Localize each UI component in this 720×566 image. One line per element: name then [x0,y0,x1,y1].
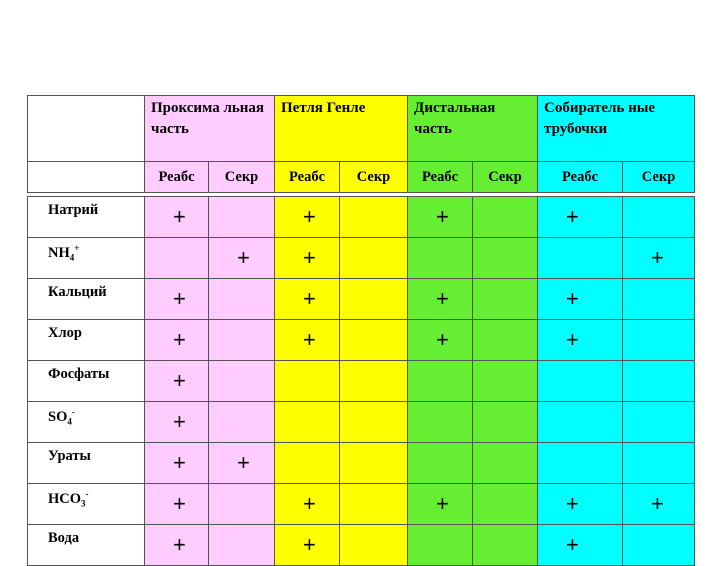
plus-mark-cell: + [408,484,473,525]
row-label: Вода [28,525,145,566]
empty-cell [623,279,695,320]
group-header-row [28,96,695,162]
empty-cell [473,525,538,566]
subheader-cell: Реабс [275,162,340,193]
empty-cell [340,197,408,238]
plus-mark-cell: + [408,279,473,320]
subheader-cell: Секр [209,162,275,193]
empty-cell [340,484,408,525]
table-row [28,361,695,402]
empty-cell [538,361,623,402]
header-corner-cell [28,96,145,162]
empty-cell [473,238,538,279]
row-label: Ураты [28,443,145,484]
plus-mark-cell: + [275,320,340,361]
row-label: Кальций [28,279,145,320]
empty-cell [340,361,408,402]
formula-charge: + [74,243,80,253]
table-row [28,402,695,443]
empty-cell [145,238,209,279]
plus-mark-cell: + [538,320,623,361]
group-header-collecting-ducts: Собиратель ные трубочки [538,96,695,162]
row-label: Фосфаты [28,361,145,402]
plus-mark-cell: + [145,484,209,525]
plus-mark-cell: + [538,484,623,525]
subheader-row [28,162,695,193]
empty-cell [623,402,695,443]
plus-mark-cell: + [145,279,209,320]
row-label: Натрий [28,197,145,238]
group-header-henle-loop: Петля Генле [275,96,408,162]
formula-base: SO [48,408,68,425]
table-row [28,443,695,484]
formula-subscript: 4 [67,416,72,427]
subheader-cell: Секр [473,162,538,193]
empty-cell [209,197,275,238]
empty-cell [408,525,473,566]
plus-mark-cell: + [538,279,623,320]
empty-cell [340,320,408,361]
empty-cell [473,402,538,443]
empty-cell [275,443,340,484]
plus-mark-cell: + [145,443,209,484]
subheader-cell: Реабс [145,162,209,193]
plus-mark-cell: + [275,197,340,238]
empty-cell [340,238,408,279]
empty-cell [408,238,473,279]
subheader-cell: Секр [340,162,408,193]
empty-cell [408,443,473,484]
plus-mark-cell: + [538,525,623,566]
empty-cell [538,443,623,484]
group-header-distal: Дистальная часть [408,96,538,162]
group-header-proximal: Проксима льная часть [145,96,275,162]
header-table [27,95,695,193]
subheader-cell: Секр [623,162,695,193]
empty-cell [209,320,275,361]
table-row [28,197,695,238]
empty-cell [340,402,408,443]
empty-cell [340,525,408,566]
empty-cell [209,484,275,525]
row-label [28,402,145,443]
empty-cell [340,279,408,320]
row-label [28,484,145,525]
empty-cell [473,484,538,525]
substance-table [27,196,695,566]
formula-charge: - [85,489,89,499]
empty-cell [473,443,538,484]
empty-cell [209,402,275,443]
empty-cell [473,361,538,402]
empty-cell [538,238,623,279]
empty-cell [340,443,408,484]
table-row [28,484,695,525]
plus-mark-cell: + [145,197,209,238]
table-row [28,279,695,320]
empty-cell [209,525,275,566]
plus-mark-cell: + [145,525,209,566]
plus-mark-cell: + [408,320,473,361]
table-row [28,320,695,361]
subheader-corner-cell [28,162,145,193]
subheader-cell: Реабс [408,162,473,193]
plus-mark-cell: + [275,279,340,320]
empty-cell [408,361,473,402]
plus-mark-cell: + [538,197,623,238]
empty-cell [623,197,695,238]
empty-cell [538,402,623,443]
empty-cell [623,443,695,484]
plus-mark-cell: + [145,320,209,361]
plus-mark-cell: + [145,402,209,443]
empty-cell [623,320,695,361]
empty-cell [275,402,340,443]
formula-subscript: 3 [81,498,86,509]
empty-cell [473,197,538,238]
plus-mark-cell: + [209,443,275,484]
plus-mark-cell: + [275,484,340,525]
plus-mark-cell: + [145,361,209,402]
empty-cell [623,361,695,402]
plus-mark-cell: + [623,484,695,525]
subheader-cell: Реабс [538,162,623,193]
row-label: Хлор [28,320,145,361]
empty-cell [209,279,275,320]
plus-mark-cell: + [408,197,473,238]
formula-charge: - [71,407,75,417]
plus-mark-cell: + [623,238,695,279]
formula-base: HCO [48,490,82,507]
plus-mark-cell: + [275,525,340,566]
empty-cell [408,402,473,443]
empty-cell [209,361,275,402]
formula-subscript: 4 [69,252,75,263]
formula-base: NH [48,244,70,261]
plus-mark-cell: + [275,238,340,279]
table-row [28,238,695,279]
empty-cell [473,320,538,361]
empty-cell [473,279,538,320]
empty-cell [623,525,695,566]
table-row [28,525,695,566]
plus-mark-cell: + [209,238,275,279]
row-label [28,238,145,279]
empty-cell [275,361,340,402]
